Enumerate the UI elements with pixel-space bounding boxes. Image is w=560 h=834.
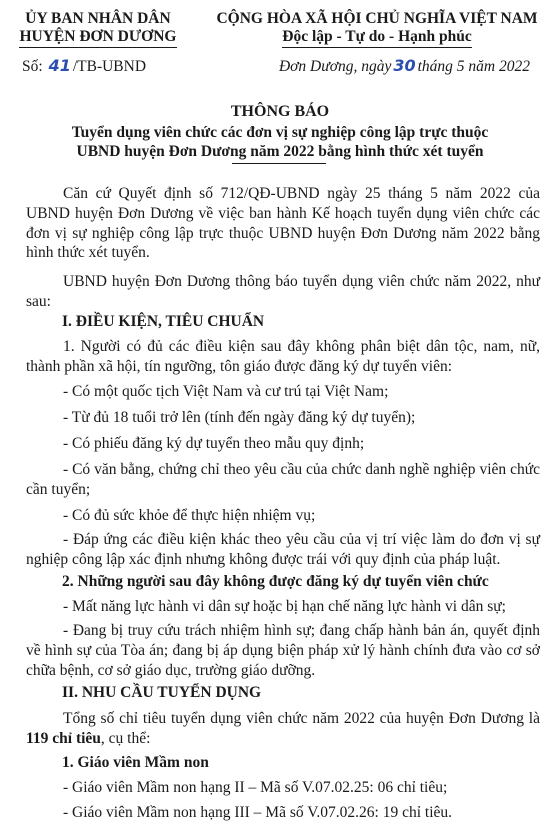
- document-number: [22, 56, 146, 76]
- section-heading-2: II. NHU CẦU TUYỂN DỤNG: [62, 684, 262, 701]
- paragraph-basis: Căn cứ Quyết định số 712/QĐ-UBND ngày 25 tháng 5 năm 2022 của UBND huyện Đơn Dương về việc ban hành Kế hoạch tuyển dụng viên chức các đơn vị sự nghiệp công lập trực thuộc UBND huyện Đơn Dương năm 2022 bằng hình thức xét tuyển.: [26, 185, 540, 262]
- title-underline: [232, 163, 326, 164]
- doc-no-suffix: /TB-UBND: [72, 58, 147, 75]
- doc-no-handwritten: 41: [48, 56, 71, 75]
- exclusion-bullet: - Mất năng lực hành vi dân sự hoặc bị hạn chế năng lực hành vi dân sự;: [63, 598, 506, 615]
- document-subtitle: [40, 123, 520, 161]
- org-name-line2: HUYỆN ĐƠN DƯƠNG: [19, 28, 176, 48]
- subtitle-line2: UBND huyện Đơn Dương năm 2022 bằng hình thức xét tuyển: [76, 143, 484, 160]
- document-title: THÔNG BÁO: [230, 103, 330, 120]
- quota-bullet: - Giáo viên Mầm non hạng II – Mã số V.07.02.25: 06 chỉ tiêu;: [63, 779, 448, 796]
- subsection-preschool: 1. Giáo viên Mầm non: [62, 754, 209, 771]
- condition-bullet: - Có phiếu đăng ký dự tuyển theo mẫu quy định;: [63, 435, 365, 452]
- subtitle-line1: Tuyển dụng viên chức các đơn vị sự nghiệp công lập trực thuộc: [71, 124, 489, 141]
- exclusion-bullet: - Đang bị truy cứu trách nhiệm hình sự; đang chấp hành bản án, quyết định về hình sự của Tòa án; đang bị áp dụng biện pháp xử lý hành chính đưa vào cơ sở chữa bệnh, cơ sở giáo dục, trường giáo dưỡng.: [26, 622, 540, 679]
- national-motto: Độc lập - Tự do - Hạnh phúc: [282, 28, 471, 48]
- quota-bullet: - Giáo viên Mầm non hạng III – Mã số V.07.02.26: 19 chỉ tiêu.: [63, 804, 453, 821]
- issuing-authority: [8, 10, 188, 48]
- quota-text-a: Tổng số chỉ tiêu tuyển dụng viên chức năm 2022 của huyện Đơn Dương là: [63, 710, 540, 727]
- date-suffix: tháng 5 năm 2022: [417, 58, 530, 75]
- nation-name: CỘNG HÒA XÃ HỘI CHỦ NGHĨA VIỆT NAM: [216, 10, 538, 27]
- paragraph-announcement: UBND huyện Đơn Dương thông báo tuyển dụng viên chức năm 2022, như sau:: [26, 273, 540, 310]
- condition-item-2: 2. Những người sau đây không được đăng ký dự tuyển viên chức: [62, 573, 489, 590]
- issue-date: [279, 56, 530, 76]
- condition-bullet: - Đáp ứng các điều kiện khác theo yêu cầu của vị trí việc làm do đơn vị sự nghiệp công lập xác định nhưng không được trái với quy định của pháp luật.: [26, 531, 540, 568]
- paragraph-total-quota: [26, 709, 540, 749]
- condition-bullet: - Có đủ sức khỏe để thực hiện nhiệm vụ;: [63, 507, 316, 524]
- condition-item-1: 1. Người có đủ các điều kiện sau đây không phân biệt dân tộc, nam, nữ, thành phần xã hội, tín ngưỡng, tôn giáo được đăng ký dự tuyển viên:: [26, 338, 540, 375]
- quota-text-b: , cụ thể:: [100, 729, 151, 747]
- quota-number: 119 chỉ tiêu: [26, 729, 101, 747]
- date-prefix: Đơn Dương, ngày: [278, 58, 392, 75]
- condition-bullet: - Từ đủ 18 tuổi trở lên (tính đến ngày đăng ký dự tuyển);: [63, 409, 416, 426]
- doc-no-prefix: Số:: [22, 58, 43, 75]
- section-heading-1: I. ĐIỀU KIỆN, TIÊU CHUẨN: [62, 313, 265, 330]
- national-heading: [196, 10, 558, 48]
- condition-bullet: - Có một quốc tịch Việt Nam và cư trú tại Việt Nam;: [63, 383, 389, 400]
- date-day-handwritten: 30: [393, 56, 416, 75]
- org-name-line1: ỦY BAN NHÂN DÂN: [25, 10, 171, 27]
- condition-bullet: - Có văn bằng, chứng chỉ theo yêu cầu của chức danh nghề nghiệp viên chức cần tuyển;: [26, 461, 540, 498]
